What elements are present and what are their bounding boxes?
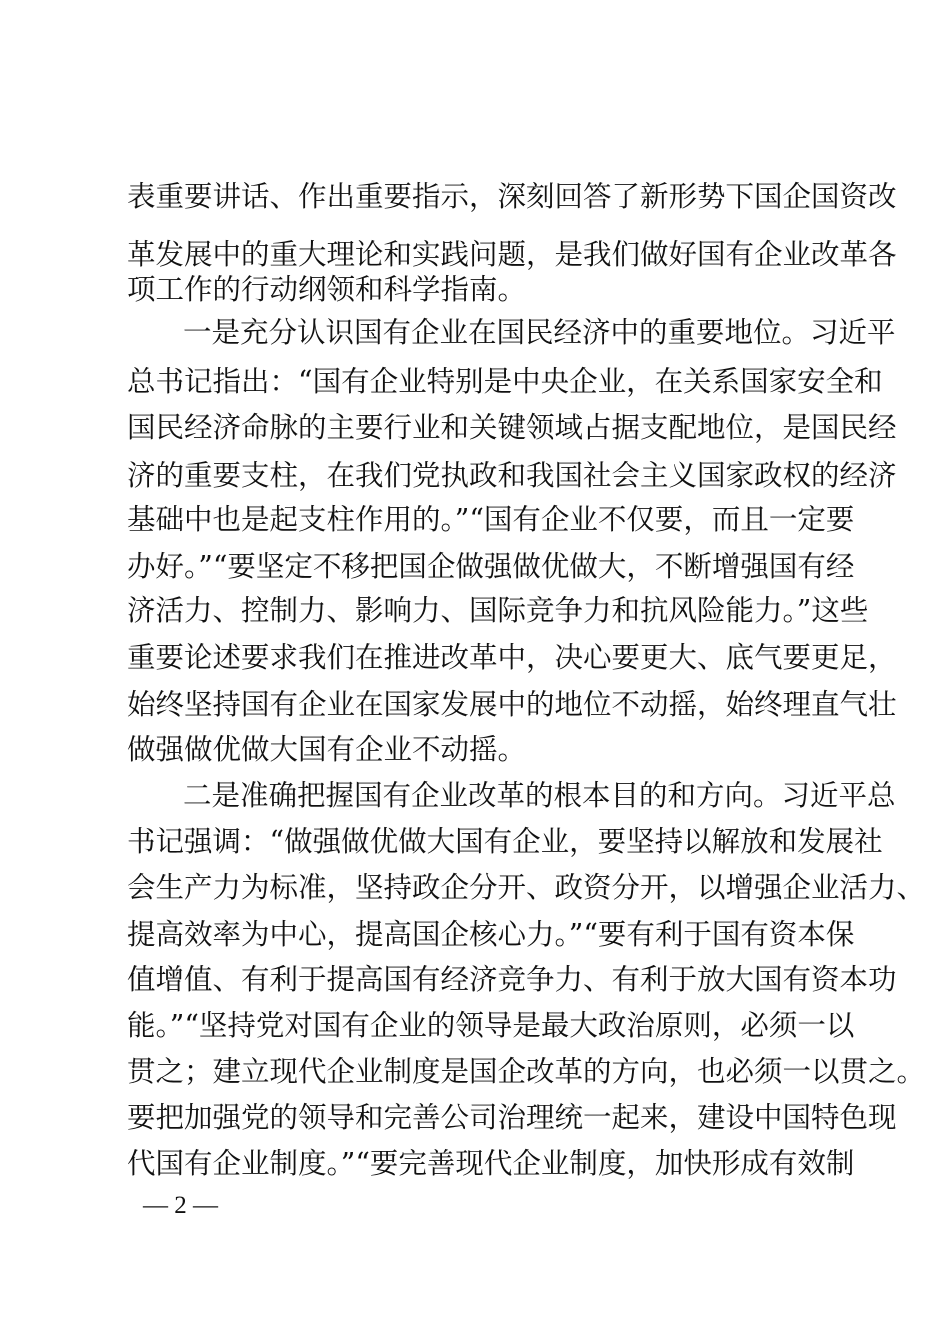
paragraph-2-line-5: 基础中也是起支柱作用的。”“国有企业不仅要，而且一定要 bbox=[127, 503, 855, 536]
paragraph-1-line-1: 表重要讲话、作出重要指示，深刻回答了新形势下国企国资改 bbox=[127, 180, 897, 213]
page-number: — 2 — bbox=[143, 1192, 218, 1219]
paragraph-3-line-9: 代国有企业制度。”“要完善现代企业制度，加快形成有效制 bbox=[127, 1147, 855, 1180]
paragraph-3-line-8: 要把加强党的领导和完善公司治理统一起来，建设中国特色现 bbox=[127, 1101, 897, 1134]
paragraph-2-line-8: 重要论述要求我们在推进改革中，决心要更大、底气要更足， bbox=[127, 641, 897, 674]
paragraph-2-line-3: 国民经济命脉的主要行业和关键领域占据支配地位，是国民经 bbox=[127, 411, 897, 444]
paragraph-3-line-4: 提高效率为中心，提高国企核心力。”“要有利于国有资本保 bbox=[127, 918, 855, 951]
paragraph-3-line-1: 二是准确把握国有企业改革的根本目的和方向。习近平总 bbox=[183, 779, 896, 812]
paragraph-2-line-9: 始终坚持国有企业在国家发展中的地位不动摇，始终理直气壮 bbox=[127, 688, 897, 721]
paragraph-1-line-2: 革发展中的重大理论和实践问题，是我们做好国有企业改革各 bbox=[127, 238, 897, 271]
paragraph-3-line-5: 值增值、有利于提高国有经济竞争力、有利于放大国有资本功 bbox=[127, 963, 897, 996]
paragraph-2-line-7: 济活力、控制力、影响力、国际竞争力和抗风险能力。”这些 bbox=[127, 594, 869, 627]
paragraph-2-line-2: 总书记指出：“国有企业特别是中央企业，在关系国家安全和 bbox=[127, 365, 883, 398]
paragraph-3-line-7: 贯之；建立现代企业制度是国企改革的方向，也必须一以贯之。 bbox=[127, 1055, 926, 1088]
paragraph-3-line-3: 会生产力为标准，坚持政企分开、政资分开，以增强企业活力、 bbox=[127, 871, 926, 904]
paragraph-3-line-6: 能。”“坚持党对国有企业的领导是最大政治原则，必须一以 bbox=[127, 1009, 855, 1042]
paragraph-2-line-10: 做强做优做大国有企业不动摇。 bbox=[127, 733, 527, 766]
paragraph-2-line-4: 济的重要支柱，在我们党执政和我国社会主义国家政权的经济 bbox=[127, 459, 897, 492]
paragraph-1-line-3: 项工作的行动纲领和科学指南。 bbox=[127, 273, 527, 306]
paragraph-3-line-2: 书记强调：“做强做优做大国有企业，要坚持以解放和发展社 bbox=[127, 825, 883, 858]
paragraph-2-line-1: 一是充分认识国有企业在国民经济中的重要地位。习近平 bbox=[183, 316, 896, 349]
paragraph-2-line-6: 办好。”“要坚定不移把国企做强做优做大，不断增强国有经 bbox=[127, 550, 855, 583]
